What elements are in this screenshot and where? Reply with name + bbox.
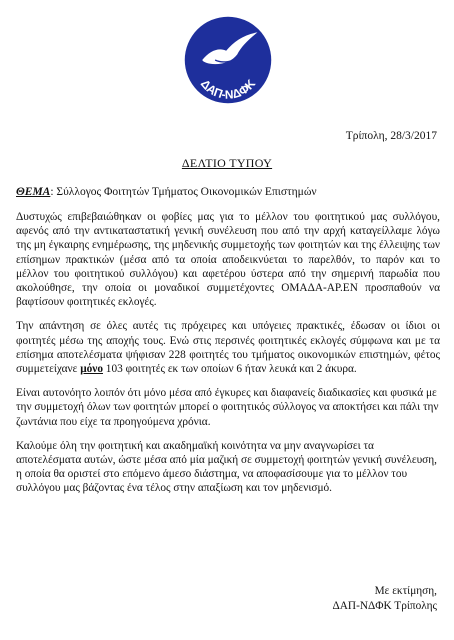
- paragraph-1: Δυστυχώς επιβεβαιώθηκαν οι φοβίες μας για το μέλλον του φοιτητικού μας συλλόγου, αφενός από την αντικαταστατική γενική συνέλευση που από την αρχή καταγείλλαμε λόγω της μη έγκαιρης ενημέρωσης, της μηδενικής συμμετοχής των φοιτητών και της έλλειψης των επίσημων πρακτικών (μέσα από τα οποία αποδεικνύεται το παρελθόν, το παρόν και το μέλλον του φοιτητικού συλλόγου) και αφετέρου ύστερα από την σημερινή παρωδία που ακολούθησε, την οποία οι μοναδικοί συμμετέχοντες ΟΜΑΔΑ-ΑΡ.ΕΝ προσπαθούν να βαφτίσουν φοιτητικές εκλογές.: [16, 211, 440, 309]
- emphasized-word: μόνο: [80, 363, 103, 376]
- dove-logo-icon: [182, 14, 274, 106]
- logo-text: ΔΑΠ-ΝΔΦΚ: [197, 76, 259, 102]
- signature-greeting: Με εκτίμηση,: [374, 585, 437, 597]
- signature-block: [333, 584, 438, 614]
- paragraph-4: Καλούμε όλη την φοιτητική και ακαδημαϊκή κοινότητα να μην αναγνωρίσει τα αποτελέσματα αυτών, ώστε μέσα από μία μαζική σε συμμετοχή φοιτητών γενική συνέλευση, η οποία θα οριστεί στο επόμενο άμεσο διάστημα, να αποφασίσουμε για το μέλλον του συλλόγου μας βάζοντας ένα τέλος στην απαξίωση και τον μηδενισμό.: [16, 439, 437, 495]
- signature-name: ΔΑΠ-ΝΔΦΚ Τρίπολης: [332, 600, 437, 612]
- document-subject: [16, 186, 317, 198]
- paragraph-2-end: 103 φοιτητές εκ των οποίων 6 ήταν λευκά και 2 άκυρα.: [102, 363, 357, 376]
- document-date: Τρίπολη, 28/3/2017: [345, 130, 437, 142]
- subject-text: : Σύλλογος Φοιτητών Τμήματος Οικονομικών Επιστημών: [50, 186, 317, 198]
- subject-label: ΘΕΜΑ: [16, 186, 51, 198]
- document-body: [16, 210, 440, 506]
- paragraph-2-start: Την απάντηση σε όλες αυτές τις πρόχειρες και υπόγειες πρακτικές, έδωσαν οι ίδιοι οι φοιτητές μέσω της αποχής τους. Ενώ στις περσινές φοιτητικές εκλογές σύμφωνα και με τα επίσημα αποτελέσματα ψήφισαν 228 φοιτητές του τμήματος οικονομικών επιστημών, φέτος συμμετείχανε: [16, 320, 440, 376]
- document-heading: ΔΕΛΤΙΟ ΤΥΠΟΥ: [181, 156, 273, 170]
- paragraph-3: Είναι αυτονόητο λοιπόν ότι μόνο μέσα από έγκυρες και διαφανείς διαδικασίες και φυσικά με την συμμετοχή όλων των φοιτητών μπορεί ο φοιτητικός σύλλογος να αποκτήσει και πάλι την ζωντάνια που είχε τα προηγούμενα χρόνια.: [16, 387, 439, 428]
- paragraph-2: [16, 319, 440, 376]
